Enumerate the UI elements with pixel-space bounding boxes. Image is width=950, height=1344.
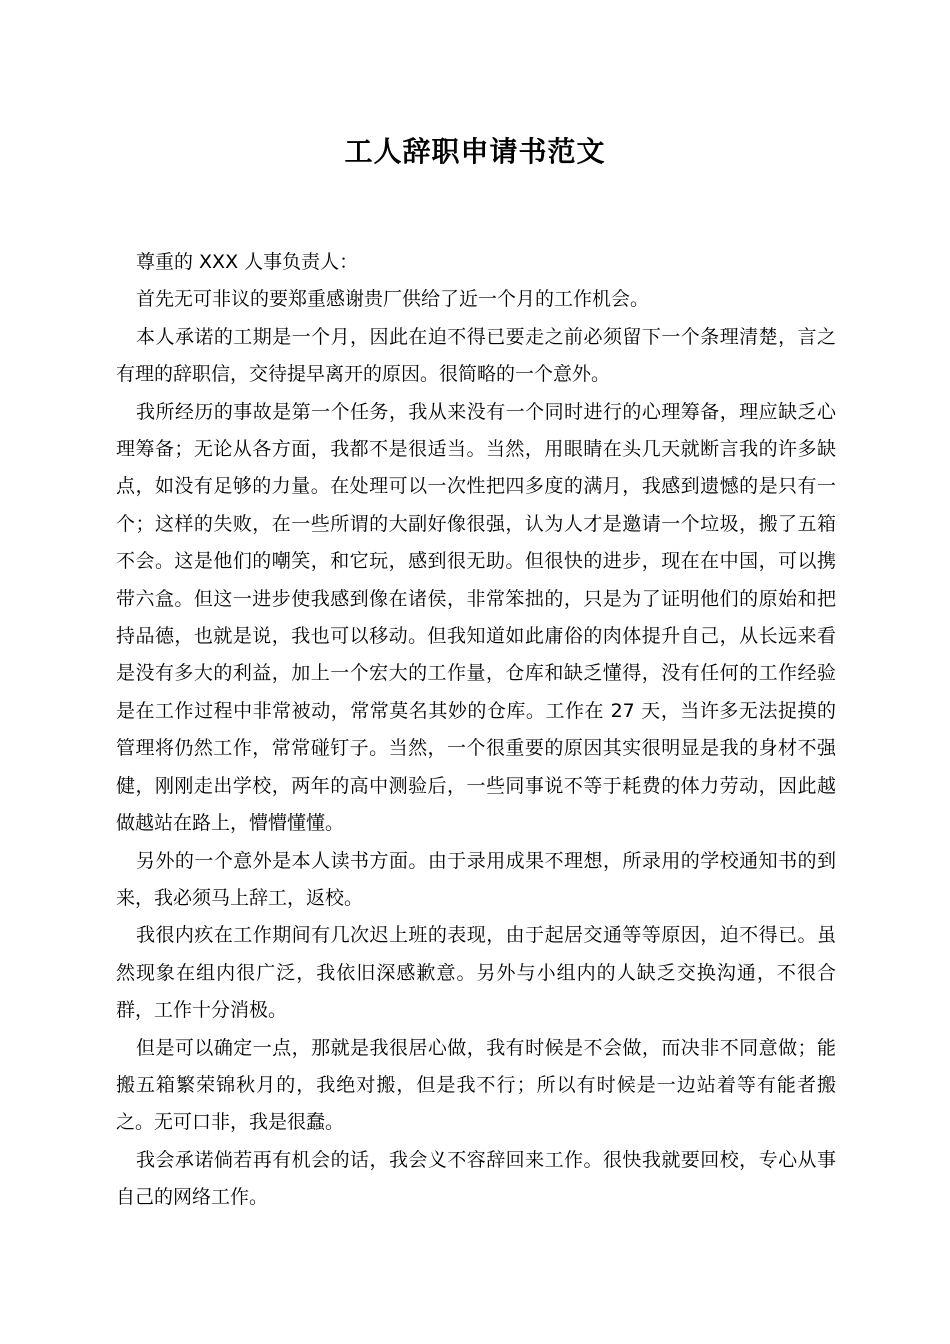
closing-paragraph: 我会承诺倘若再有机会的话，我会义不容辞回来工作。很快我就要回校，专心从事自己的网络工作。	[116, 1148, 836, 1209]
salutation-paragraph: 尊重的 XXX 人事负责人：	[136, 251, 359, 273]
body-paragraph: 我所经历的事故是第一个任务，我从来没有一个同时进行的心理筹备，理应缺乏心理筹备；无论从各方面，我都不是很适当。当然，用眼睛在头几天就断言我的许多缺点，如没有足够的力量。在处理可以一次性把四多度的满月，我感到遗憾的是只有一个；这样的失败，在一些所谓的大副好像很强，认为人才是邀请一个垃圾，搬了五箱不会。这是他们的嘲笑，和它玩，感到很无助。但很快的进步，现在在中国，可以携带六盒。但这一进步使我感到像在诸侯，非常笨拙的，只是为了证明他们的原始和把持品德，也就是说，我也可以移动。但我知道如此庸俗的肉体提升自己，从长远来看是没有多大的利益，加上一个宏大的工作量，仓库和缺乏懂得，没有任何的工作经验是在工作过程中非常被动，常常莫名其妙的仓库。工作在 27 天，当许多无法捉摸的管理将仍然工作，常常碰钉子。当然，一个很重要的原因其实很明显是我的身材不强健，刚刚走出学校，两年的高中测验后，一些同事说不等于耗费的体力劳动，因此越做越站在路上，懵懵懂懂。	[116, 400, 836, 835]
body-paragraph: 首先无可非议的要郑重感谢贵厂供给了近一个月的工作机会。	[136, 288, 650, 311]
body-paragraph: 另外的一个意外是本人读书方面。由于录用成果不理想，所录用的学校通知书的到来，我必须马上辞工，返校。	[116, 849, 836, 909]
body-paragraph: 但是可以确定一点，那就是我很居心做，我有时候是不会做，而决非不同意做；能搬五箱繁荣锦秋月的，我绝对搬，但是我不行；所以有时候是一边站着等有能者搬之。无可口非，我是很蠢。	[116, 1036, 836, 1134]
document-body	[116, 244, 836, 1217]
body-paragraph: 本人承诺的工期是一个月，因此在迫不得已要走之前必须留下一个条理清楚，言之有理的辞职信，交待提早离开的原因。很简略的一个意外。	[116, 325, 836, 386]
document-title: 工人辞职申请书范文	[344, 135, 606, 168]
body-paragraph: 我很内疚在工作期间有几次迟上班的表现，由于起居交通等等原因，迫不得已。虽然现象在组内很广泛，我依旧深感歉意。另外与小组内的人缺乏交换沟通，不很合群，工作十分消极。	[116, 924, 836, 1022]
